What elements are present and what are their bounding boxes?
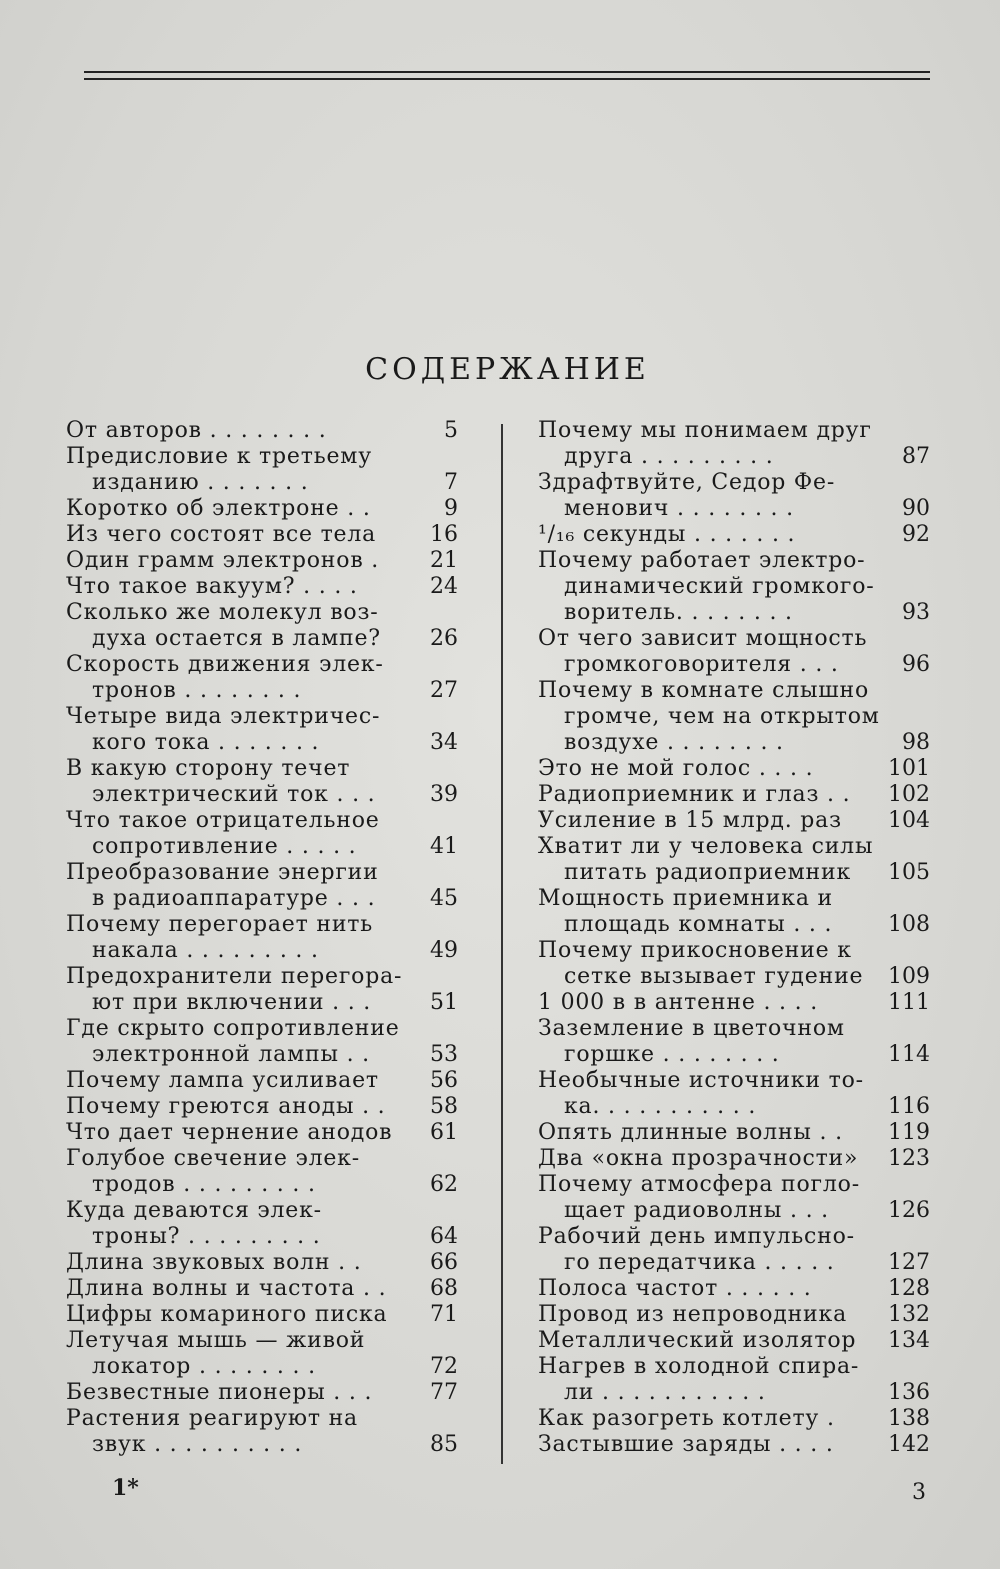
toc-page-number: 51 bbox=[430, 990, 458, 1015]
toc-entry-text: го передатчика . . . . . bbox=[564, 1250, 835, 1275]
toc-entry-text: троны? . . . . . . . . . bbox=[92, 1224, 321, 1249]
toc-page-number: 101 bbox=[888, 756, 930, 781]
toc-entry-text: динамический громкого- bbox=[564, 574, 875, 599]
toc-page-number: 68 bbox=[430, 1276, 458, 1301]
toc-entry bbox=[538, 834, 938, 886]
toc-entry-text: сопротивление . . . . . bbox=[92, 834, 357, 859]
toc-entry-text: Что дает чернение анодов bbox=[66, 1120, 393, 1145]
toc-page-number: 45 bbox=[430, 886, 458, 911]
toc-page-number: 16 bbox=[430, 522, 458, 547]
toc-entry-text: Радиоприемник и глаз . . bbox=[538, 782, 851, 807]
toc-entry bbox=[66, 1276, 466, 1302]
toc-entry bbox=[538, 522, 938, 548]
column-divider bbox=[501, 424, 503, 1464]
toc-entry-text: Предисловие к третьему bbox=[66, 444, 372, 469]
toc-entry-text: питать радиоприемник bbox=[564, 860, 852, 885]
toc-entry-text: тродов . . . . . . . . . bbox=[92, 1172, 316, 1197]
toc-entry bbox=[66, 964, 466, 1016]
toc-entry-text: 1 000 в в антенне . . . . bbox=[538, 990, 818, 1015]
toc-entry bbox=[538, 782, 938, 808]
toc-entry bbox=[66, 1094, 466, 1120]
toc-entry-text: Сколько же молекул воз- bbox=[66, 600, 379, 625]
toc-entry bbox=[538, 808, 938, 834]
toc-entry-text: ли . . . . . . . . . . . bbox=[564, 1380, 766, 1405]
toc-entry-text: Голубое свечение элек- bbox=[66, 1146, 360, 1171]
toc-entry-text: Безвестные пионеры . . . bbox=[66, 1380, 373, 1405]
toc-entry-text: в радиоаппаратуре . . . bbox=[92, 886, 376, 911]
toc-entry-text: Мощность приемника и bbox=[538, 886, 833, 911]
toc-page-number: 111 bbox=[888, 990, 930, 1015]
toc-entry bbox=[538, 1328, 938, 1354]
toc-page-number: 126 bbox=[888, 1198, 930, 1223]
toc-page-number: 26 bbox=[430, 626, 458, 651]
toc-page-number: 138 bbox=[888, 1406, 930, 1431]
toc-entry-text: менович . . . . . . . . bbox=[564, 496, 794, 521]
toc-entry-text: изданию . . . . . . . bbox=[92, 470, 309, 495]
toc-entry-text: Хватит ли у человека силы bbox=[538, 834, 874, 859]
toc-entry bbox=[66, 808, 466, 860]
toc-entry bbox=[538, 418, 938, 470]
toc-page-number: 39 bbox=[430, 782, 458, 807]
signature-mark: 1* bbox=[112, 1475, 139, 1501]
toc-entry bbox=[66, 912, 466, 964]
toc-page-number: 102 bbox=[888, 782, 930, 807]
toc-entry-text: Почему греются аноды . . bbox=[66, 1094, 386, 1119]
toc-entry-text: громче, чем на открытом bbox=[564, 704, 880, 729]
toc-entry bbox=[538, 1146, 938, 1172]
toc-right-column bbox=[538, 418, 938, 1458]
toc-entry bbox=[538, 470, 938, 522]
toc-entry-text: Как разогреть котлету . bbox=[538, 1406, 835, 1431]
toc-page-number: 24 bbox=[430, 574, 458, 599]
toc-entry bbox=[538, 1224, 938, 1276]
toc-page-number: 92 bbox=[902, 522, 930, 547]
toc-entry-text: Что такое вакуум? . . . . bbox=[66, 574, 358, 599]
toc-page-number: 127 bbox=[888, 1250, 930, 1275]
toc-entry bbox=[538, 1120, 938, 1146]
top-rule bbox=[84, 71, 930, 73]
toc-page-number: 109 bbox=[888, 964, 930, 989]
toc-entry-text: воритель. . . . . . . . bbox=[564, 600, 793, 625]
toc-entry-text: сетке вызывает гудение bbox=[564, 964, 864, 989]
toc-entry-text: щает радиоволны . . . bbox=[564, 1198, 829, 1223]
toc-page-number: 62 bbox=[430, 1172, 458, 1197]
toc-entry-text: Коротко об электроне . . bbox=[66, 496, 371, 521]
toc-entry-text: локатор . . . . . . . . bbox=[92, 1354, 316, 1379]
toc-page-number: 123 bbox=[888, 1146, 930, 1171]
toc-left-column bbox=[66, 418, 466, 1458]
toc-entry-text: Из чего состоят все тела bbox=[66, 522, 377, 547]
toc-entry-text: ¹/₁₆ секунды . . . . . . . bbox=[538, 522, 796, 547]
toc-entry-text: Почему атмосфера погло- bbox=[538, 1172, 860, 1197]
toc-page-number: 132 bbox=[888, 1302, 930, 1327]
toc-page-number: 66 bbox=[430, 1250, 458, 1275]
toc-entry bbox=[66, 418, 466, 444]
toc-entry bbox=[66, 1406, 466, 1458]
toc-page-number: 119 bbox=[888, 1120, 930, 1145]
toc-entry-text: Где скрыто сопротивление bbox=[66, 1016, 400, 1041]
toc-entry-text: громкоговорителя . . . bbox=[564, 652, 839, 677]
toc-entry-text: Заземление в цветочном bbox=[538, 1016, 845, 1041]
toc-entry-text: Металлический изолятор bbox=[538, 1328, 857, 1353]
toc-entry bbox=[538, 990, 938, 1016]
toc-entry bbox=[66, 1120, 466, 1146]
toc-entry-text: От авторов . . . . . . . . bbox=[66, 418, 327, 443]
toc-entry bbox=[66, 522, 466, 548]
toc-page-number: 87 bbox=[902, 444, 930, 469]
page-title: СОДЕРЖАНИЕ bbox=[365, 352, 650, 387]
toc-entry-text: тронов . . . . . . . . bbox=[92, 678, 302, 703]
toc-entry bbox=[538, 886, 938, 938]
toc-entry-text: Что такое отрицательное bbox=[66, 808, 380, 833]
toc-entry-text: Здрафтвуйте, Седор Фе- bbox=[538, 470, 836, 495]
toc-entry bbox=[538, 1432, 938, 1458]
toc-page-number: 9 bbox=[444, 496, 458, 521]
toc-entry-text: Это не мой голос . . . . bbox=[538, 756, 814, 781]
top-rule-lower bbox=[84, 78, 930, 80]
toc-entry-text: Четыре вида электричес- bbox=[66, 704, 381, 729]
toc-page-number: 134 bbox=[888, 1328, 930, 1353]
toc-entry-text: звук . . . . . . . . . . bbox=[92, 1432, 303, 1457]
toc-entry-text: В какую сторону течет bbox=[66, 756, 351, 781]
toc-page-number: 136 bbox=[888, 1380, 930, 1405]
toc-entry-text: Куда деваются элек- bbox=[66, 1198, 322, 1223]
toc-entry bbox=[538, 756, 938, 782]
toc-entry bbox=[66, 1380, 466, 1406]
toc-entry-text: Почему в комнате слышно bbox=[538, 678, 870, 703]
toc-entry-text: электрический ток . . . bbox=[92, 782, 376, 807]
toc-entry bbox=[66, 704, 466, 756]
toc-entry-text: Опять длинные волны . . bbox=[538, 1120, 843, 1145]
toc-entry bbox=[66, 652, 466, 704]
toc-page-number: 49 bbox=[430, 938, 458, 963]
toc-page-number: 85 bbox=[430, 1432, 458, 1457]
toc-entry bbox=[538, 1406, 938, 1432]
toc-entry-text: электронной лампы . . bbox=[92, 1042, 370, 1067]
toc-entry-text: накала . . . . . . . . . bbox=[92, 938, 319, 963]
toc-entry-text: Цифры комариного писка bbox=[66, 1302, 388, 1327]
toc-page-number: 142 bbox=[888, 1432, 930, 1457]
toc-entry bbox=[538, 1354, 938, 1406]
toc-entry bbox=[538, 1068, 938, 1120]
toc-entry-text: Полоса частот . . . . . . bbox=[538, 1276, 812, 1301]
toc-entry-text: Почему работает электро- bbox=[538, 548, 866, 573]
toc-entry bbox=[538, 1172, 938, 1224]
toc-page-number: 93 bbox=[902, 600, 930, 625]
toc-page-number: 104 bbox=[888, 808, 930, 833]
toc-entry-text: ют при включении . . . bbox=[92, 990, 372, 1015]
toc-entry bbox=[66, 1328, 466, 1380]
toc-entry-text: Застывшие заряды . . . . bbox=[538, 1432, 834, 1457]
toc-page-number: 61 bbox=[430, 1120, 458, 1145]
toc-entry-text: воздухе . . . . . . . . bbox=[564, 730, 784, 755]
toc-entry-text: Почему прикосновение к bbox=[538, 938, 852, 963]
toc-entry-text: Почему лампа усиливает bbox=[66, 1068, 379, 1093]
toc-entry-text: площадь комнаты . . . bbox=[564, 912, 833, 937]
toc-entry bbox=[66, 496, 466, 522]
toc-page-number: 21 bbox=[430, 548, 458, 573]
toc-page-number: 77 bbox=[430, 1380, 458, 1405]
toc-page-number: 128 bbox=[888, 1276, 930, 1301]
toc-entry-text: духа остается в лампе? bbox=[92, 626, 381, 651]
toc-page-number: 90 bbox=[902, 496, 930, 521]
toc-page-number: 5 bbox=[444, 418, 458, 443]
toc-page-number: 72 bbox=[430, 1354, 458, 1379]
toc-entry bbox=[538, 1302, 938, 1328]
toc-entry-text: Летучая мышь — живой bbox=[66, 1328, 366, 1353]
toc-entry-text: Длина звуковых волн . . bbox=[66, 1250, 362, 1275]
toc-entry bbox=[66, 1068, 466, 1094]
toc-entry bbox=[66, 1146, 466, 1198]
toc-entry-text: кого тока . . . . . . . bbox=[92, 730, 320, 755]
toc-entry bbox=[66, 548, 466, 574]
toc-entry-text: От чего зависит мощность bbox=[538, 626, 868, 651]
toc-entry-text: Два «окна прозрачности» bbox=[538, 1146, 859, 1171]
toc-entry-text: Почему перегорает нить bbox=[66, 912, 374, 937]
toc-entry-text: Скорость движения элек- bbox=[66, 652, 384, 677]
toc-entry-text: друга . . . . . . . . . bbox=[564, 444, 774, 469]
toc-page-number: 41 bbox=[430, 834, 458, 859]
toc-page-number: 34 bbox=[430, 730, 458, 755]
page-number: 3 bbox=[912, 1480, 926, 1505]
toc-entry bbox=[66, 600, 466, 652]
toc-page-number: 105 bbox=[888, 860, 930, 885]
toc-entry bbox=[66, 1016, 466, 1068]
toc-page-number: 96 bbox=[902, 652, 930, 677]
toc-entry-text: Преобразование энергии bbox=[66, 860, 379, 885]
toc-page-number: 108 bbox=[888, 912, 930, 937]
toc-entry bbox=[538, 548, 938, 626]
toc-page-number: 116 bbox=[888, 1094, 930, 1119]
toc-entry-text: Нагрев в холодной спира- bbox=[538, 1354, 860, 1379]
toc-entry bbox=[66, 574, 466, 600]
toc-entry-text: Предохранители перегора- bbox=[66, 964, 403, 989]
toc-page-number: 53 bbox=[430, 1042, 458, 1067]
toc-entry-text: Необычные источники то- bbox=[538, 1068, 864, 1093]
toc-entry bbox=[538, 1276, 938, 1302]
toc-page-number: 98 bbox=[902, 730, 930, 755]
toc-entry bbox=[66, 1250, 466, 1276]
toc-entry-text: горшке . . . . . . . . bbox=[564, 1042, 780, 1067]
toc-page-number: 7 bbox=[444, 470, 458, 495]
toc-entry-text: Рабочий день импульсно- bbox=[538, 1224, 855, 1249]
toc-page-number: 58 bbox=[430, 1094, 458, 1119]
toc-page-number: 114 bbox=[888, 1042, 930, 1067]
toc-entry-text: Усиление в 15 млрд. раз bbox=[538, 808, 842, 833]
toc-page-number: 27 bbox=[430, 678, 458, 703]
toc-entry-text: ка. . . . . . . . . . . bbox=[564, 1094, 757, 1119]
toc-entry bbox=[66, 756, 466, 808]
toc-entry bbox=[538, 626, 938, 678]
toc-entry-text: Почему мы понимаем друг bbox=[538, 418, 872, 443]
toc-entry bbox=[538, 1016, 938, 1068]
toc-entry bbox=[538, 678, 938, 756]
toc-page-number: 56 bbox=[430, 1068, 458, 1093]
toc-entry bbox=[538, 938, 938, 990]
toc-entry bbox=[66, 444, 466, 496]
toc-entry bbox=[66, 1198, 466, 1250]
toc-entry-text: Провод из непроводника bbox=[538, 1302, 847, 1327]
toc-entry-text: Растения реагируют на bbox=[66, 1406, 358, 1431]
toc-entry bbox=[66, 1302, 466, 1328]
toc-page-number: 64 bbox=[430, 1224, 458, 1249]
toc-entry bbox=[66, 860, 466, 912]
toc-entry-text: Длина волны и частота . . bbox=[66, 1276, 387, 1301]
toc-entry-text: Один грамм электронов . bbox=[66, 548, 380, 573]
toc-page-number: 71 bbox=[430, 1302, 458, 1327]
